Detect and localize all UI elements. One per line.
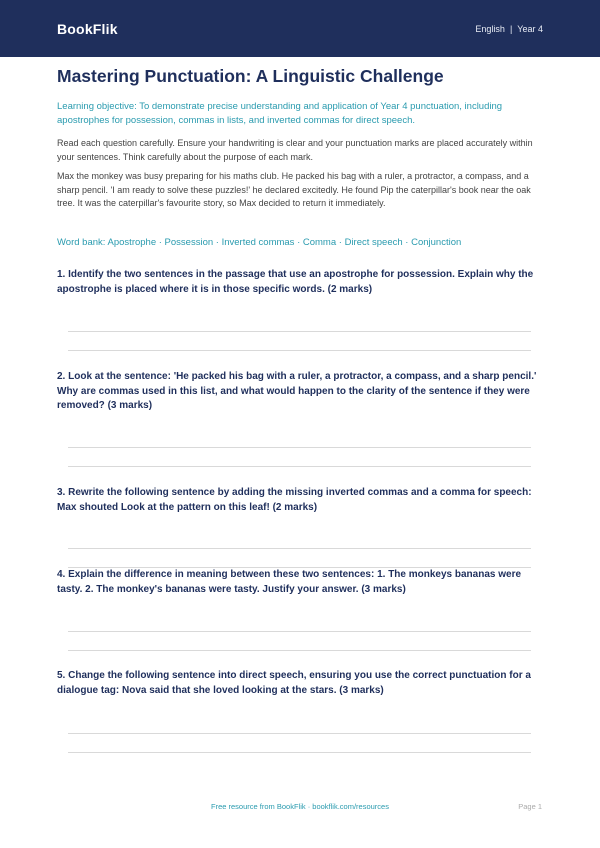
word-bank: Word bank: Apostrophe · Possession · Inverted commas · Comma · Direct speech · Conjunction (57, 237, 462, 248)
header-separator: | (509, 23, 513, 34)
page-number: Page 1 (518, 802, 542, 811)
subject-year (475, 24, 543, 34)
question-2: 2. Look at the sentence: 'He packed his bag with a ruler, a protractor, a compass, and a sharp pencil.' Why are commas used in this list, and what would happen to the clarity of the sentence if they were removed? (3 marks) (57, 371, 537, 411)
year-label: Year 4 (517, 23, 543, 34)
question-4: 4. Explain the difference in meaning between these two sentences: 1. The monkeys bananas were tasty. 2. The monkey's bananas were tasty. Justify your answer. (3 marks) (57, 569, 522, 595)
answer-line[interactable] (68, 350, 531, 351)
instructions: Read each question carefully. Ensure your handwriting is clear and your punctuation marks are placed accurately within your sentences. Think carefully about the purpose of each mark. (57, 138, 533, 162)
answer-line[interactable] (68, 752, 531, 753)
header-bar (0, 0, 600, 57)
answer-line[interactable] (68, 650, 531, 651)
answer-line[interactable] (68, 631, 531, 632)
answer-line[interactable] (68, 331, 531, 332)
footer-link[interactable]: Free resource from BookFlik · bookflik.com/resources (211, 802, 389, 811)
learning-objective: Learning objective: To demonstrate precise understanding and application of Year 4 punctuation, including apostrophes for possession, commas in lists, and inverted commas for direct speech. (57, 101, 503, 126)
question-1: 1. Identify the two sentences in the passage that use an apostrophe for possession. Explain why the apostrophe is placed where it is in those specific words. (2 marks) (57, 269, 534, 295)
answer-line[interactable] (68, 733, 531, 734)
answer-line[interactable] (68, 447, 531, 448)
brand-logo[interactable]: BookFlik (57, 20, 118, 37)
reading-passage: Max the monkey was busy preparing for his maths club. He packed his bag with a ruler, a protractor, a compass, and a sharp pencil. 'I am ready to solve these puzzles!' he declared excitedly. He found Pip the caterpillar's book near the oak tree. It was the caterpillar's favourite story, so Max decided to return it immediately. (57, 171, 531, 208)
subject-label: English (475, 23, 505, 34)
question-5: 5. Change the following sentence into direct speech, ensuring you use the correct punctuation for a dialogue tag: Nova said that she loved looking at the stars. (3 marks) (57, 670, 531, 696)
question-3: 3. Rewrite the following sentence by adding the missing inverted commas and a comma for speech: Max shouted Look at the pattern on this leaf! (2 marks) (57, 487, 532, 513)
answer-line[interactable] (68, 548, 531, 549)
page-title: Mastering Punctuation: A Linguistic Challenge (57, 66, 444, 86)
answer-line[interactable] (68, 466, 531, 467)
